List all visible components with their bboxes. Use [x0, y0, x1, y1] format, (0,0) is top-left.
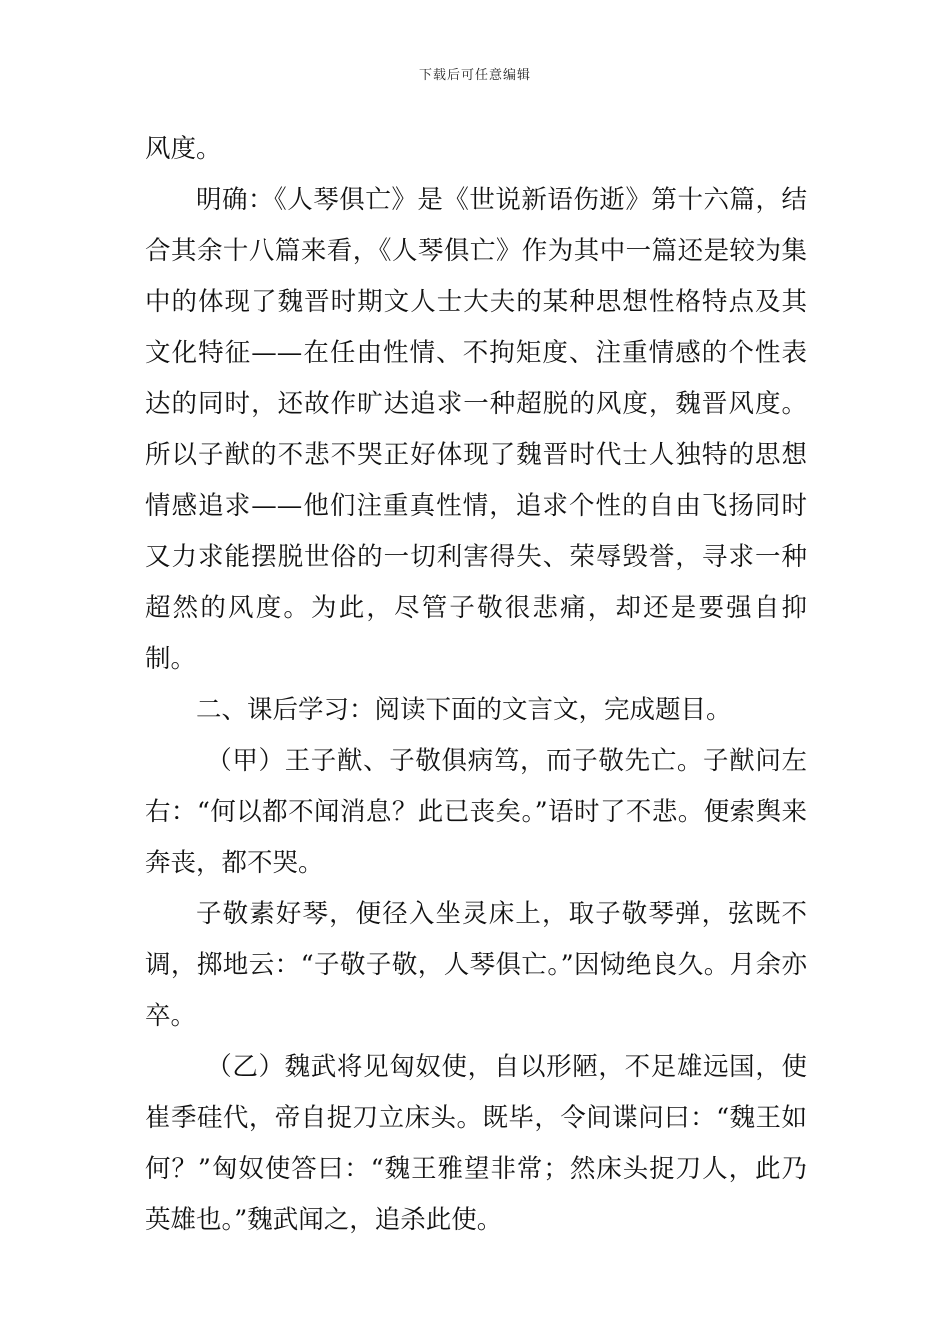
page-header: 下载后可任意编辑 — [418, 68, 531, 83]
paragraph-answer: 明确：《人琴俱亡》是《世说新语伤逝》第十六篇，结合其余十八篇来看，《人琴俱亡》作为其中一篇还是较为集中的体现了魏晋时期文人士大夫的某种思想性格特点及其文化特征——在任由性情、不拘矩度、注重情感的个性表达的同时，还故作旷达追求一种超脱的风度，魏晋风度。所以子猷的不悲不哭正好体现了魏晋时代士人独特的思想情感追求——他们注重真性情，追求个性的自由飞扬同时又力求能摆脱世俗的一切利害得失、荣辱毁誉，寻求一种超然的风度。为此，尽管子敬很悲痛，却还是要强自抑制。 — [145, 185, 807, 674]
passage-yi: （乙）魏武将见匈奴使，自以形陋，不足雄远国，使崔季硅代，帝自捉刀立床头。既毕，令间谍问曰：“魏王如何？”匈奴使答曰：“魏王雅望非常；然床头捉刀人，此乃英雄也。”魏武闻之，追杀此使。 — [145, 1052, 807, 1235]
paragraph-continuation: 风度。 — [145, 134, 222, 164]
document-body — [145, 124, 807, 1246]
passage-jia-part1: （甲）王子猷、子敬俱病笃，而子敬先亡。子猷问左右：“何以都不闻消息？此已丧矣。”语时了不悲。便索舆来奔丧，都不哭。 — [145, 746, 807, 878]
section-heading: 二、课后学习：阅读下面的文言文，完成题目。 — [196, 695, 732, 725]
passage-jia-part2: 子敬素好琴，便径入坐灵床上，取子敬琴弹，弦既不调，掷地云：“子敬子敬，人琴俱亡。”因恸绝良久。月余亦卒。 — [145, 899, 807, 1031]
